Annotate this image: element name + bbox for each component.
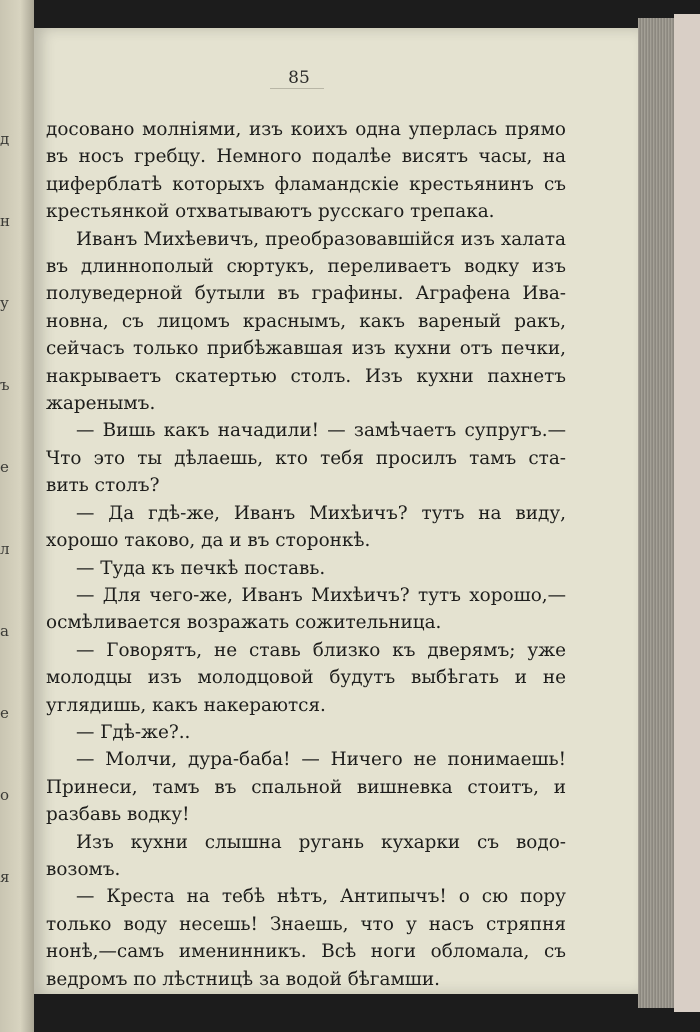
text-line: — Вишь какъ начадили! — замѣчаетъ супругъ.— [76,420,566,442]
text-line: — Молчи, дура-баба! — Ничего не понимаешь! [76,749,566,771]
text-line: — Да гдѣ-же, Иванъ Михѣичъ? тутъ на виду, [76,502,566,524]
text-line: вить столъ? [46,475,160,497]
previous-page-fragment: о [0,786,10,804]
text-line: въ носъ гребцу. Немного подалѣе висятъ часы, на [46,146,566,168]
text-line: въ длиннополый сюртукъ, переливаетъ водку изъ [46,256,566,278]
text-line: накрываетъ скатертью столъ. Изъ кухни пахнетъ [46,365,566,387]
previous-page-edge [0,0,34,1032]
text-line: — Для чего-же, Иванъ Михѣичъ? тутъ хорошо,— [76,584,566,606]
text-line: новна, съ лицомъ краснымъ, какъ вареный ракъ, [46,310,566,332]
text-line: хорошо таково, да и въ сторонкѣ. [46,530,371,552]
page-number: 85 [288,68,310,88]
text-line: полуведерной бутыли въ графины. Аграфена Ива- [46,283,566,305]
text-line: жаренымъ. [46,393,156,415]
text-line: углядишь, какъ накераются. [46,694,326,716]
page-number-rule [270,88,324,89]
text-line: разбавь водку! [46,804,190,826]
text-line: Что это ты дѣлаешь, кто тебя просилъ тамъ ста- [46,447,566,469]
text-line: Принеси, тамъ въ спальной вишневка стоитъ, и [46,776,566,798]
previous-page-fragment: е [0,458,9,476]
text-line: — Говорятъ, не ставь близко къ дверямъ; уже [76,639,566,661]
previous-page-fragment: л [0,540,10,558]
text-line: циферблатѣ которыхъ фламандскіе крестьянинъ съ [46,173,566,195]
text-line: Изъ кухни слышна ругань кухарки съ водо- [76,831,566,853]
text-line: молодцы изъ молодцовой будутъ выбѣгать и не [46,667,566,689]
page-body-text [46,116,566,993]
text-line: — Гдѣ-же?.. [76,721,191,743]
text-line: досовано молніями, изъ коихъ одна уперлась прямо [46,119,566,140]
previous-page-fragment: ъ [0,376,10,394]
text-line: Иванъ Михѣевичъ, преобразовавшійся изъ халата [76,228,566,250]
text-line: крестьянкой отхватываютъ русскаго трепака. [46,201,495,223]
text-line: нонѣ,—самъ именинникъ. Всѣ ноги обломала, съ [46,941,566,963]
previous-page-fragment: у [0,294,9,312]
text-line: осмѣливается возражать сожительница. [46,612,442,634]
previous-page-fragment: д [0,130,10,148]
text-line: возомъ. [46,858,121,880]
text-line: — Туда къ печкѣ поставь. [76,557,326,579]
book-cover-edge [674,14,700,1012]
previous-page-fragment: н [0,212,10,230]
text-line: ведромъ по лѣстницѣ за водой бѣгамши. [46,968,440,990]
book-page [34,28,638,994]
text-line: только воду несешь! Знаешь, что у насъ стряпня [46,913,566,935]
text-line: сейчасъ только прибѣжавшая изъ кухни отъ печки, [46,338,566,360]
previous-page-fragment: е [0,704,9,722]
previous-page-fragment: я [0,868,10,886]
previous-page-fragment: а [0,622,9,640]
text-line: — Креста на тебѣ нѣтъ, Антипычъ! о сю пору [76,886,566,908]
